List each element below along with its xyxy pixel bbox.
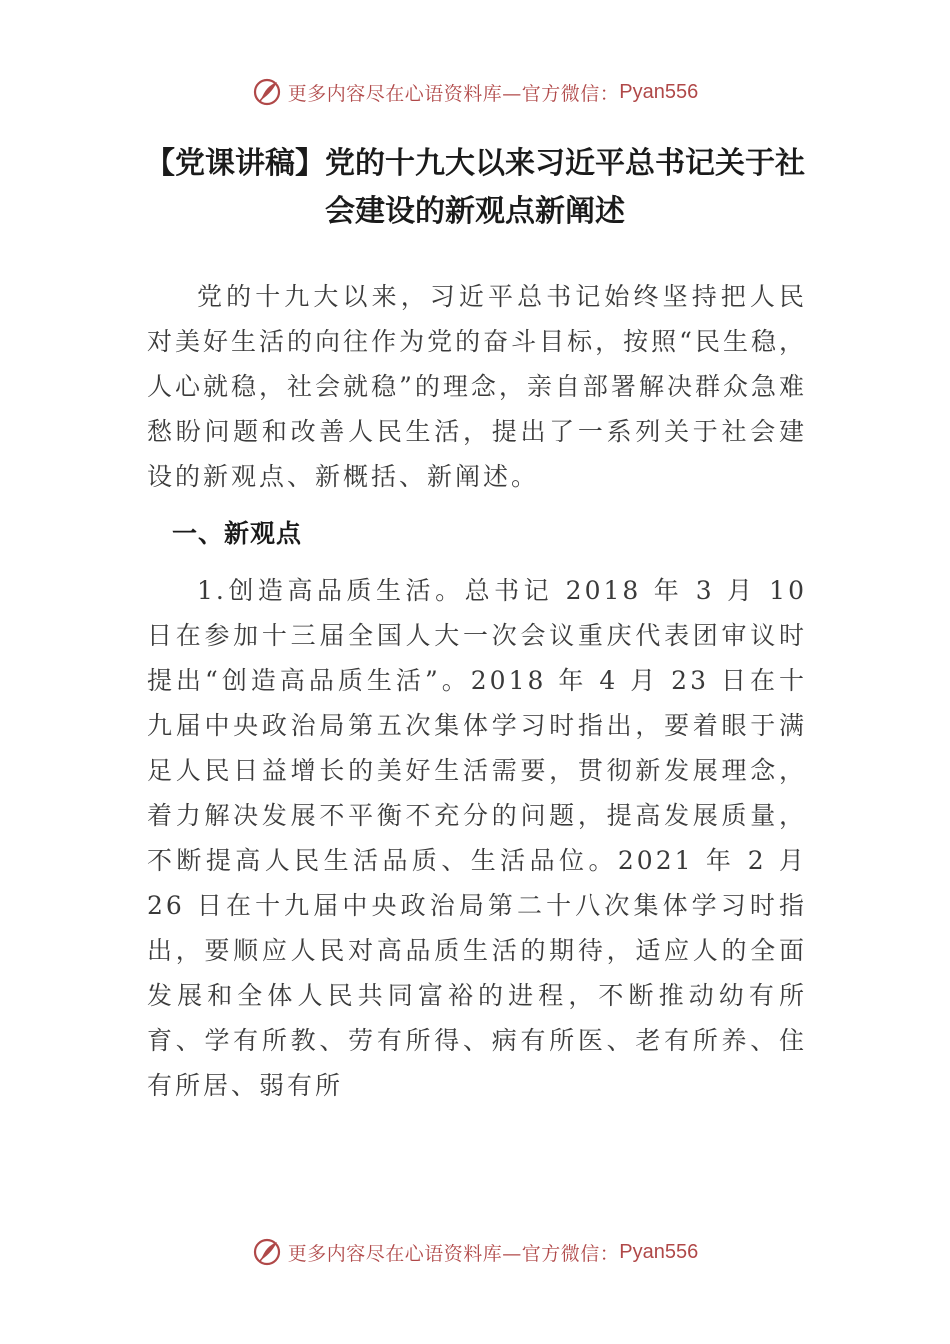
footer-banner (0, 1232, 950, 1272)
header-banner (0, 72, 950, 112)
footer-banner-text: 更多内容尽在心语资料库—官方微信： (287, 1242, 620, 1265)
footer-wechat-id: Pyan556 (619, 1240, 699, 1263)
point-1-paragraph: 1.创造高品质生活。总书记 2018 年 3 月 10 日在参加十三届全国人大一次会议重庆代表团审议时提出“创造高品质生活”。2018 年 4 月 23 日在十九届中央政治局第五次集体学习时指出，要着眼于满足人民日益增长的美好生活需要，贯彻新发展理念，着力解决发展不平衡不充分的问题，提高发展质量，不断提高人民生活品质、生活品位。2021 年 2 月 26 日在十九届中央政治局第二十八次集体学习时指出，要顺应人民对高品质生活的期待，适应人的全面发展和全体人民共同富裕的进程，不断推动幼有所育、学有所教、劳有所得、病有所医、老有所养、住有所居、弱有所 (147, 576, 807, 1100)
section-heading: 一、新观点 (172, 519, 303, 548)
intro-paragraph: 党的十九大以来，习近平总书记始终坚持把人民对美好生活的向往作为党的奋斗目标，按照“民生稳，人心就稳，社会就稳”的理念，亲自部署解决群众急难愁盼问题和改善人民生活，提出了一系列关于社会建设的新观点、新概括、新阐述。 (147, 282, 807, 491)
header-wechat-id: Pyan556 (619, 80, 699, 103)
feather-logo-icon (252, 1237, 282, 1267)
header-banner-text: 更多内容尽在心语资料库—官方微信： (287, 82, 620, 105)
document-title: 【党课讲稿】党的十九大以来习近平总书记关于社会建设的新观点新阐述 (145, 146, 805, 229)
feather-logo-icon (252, 77, 282, 107)
